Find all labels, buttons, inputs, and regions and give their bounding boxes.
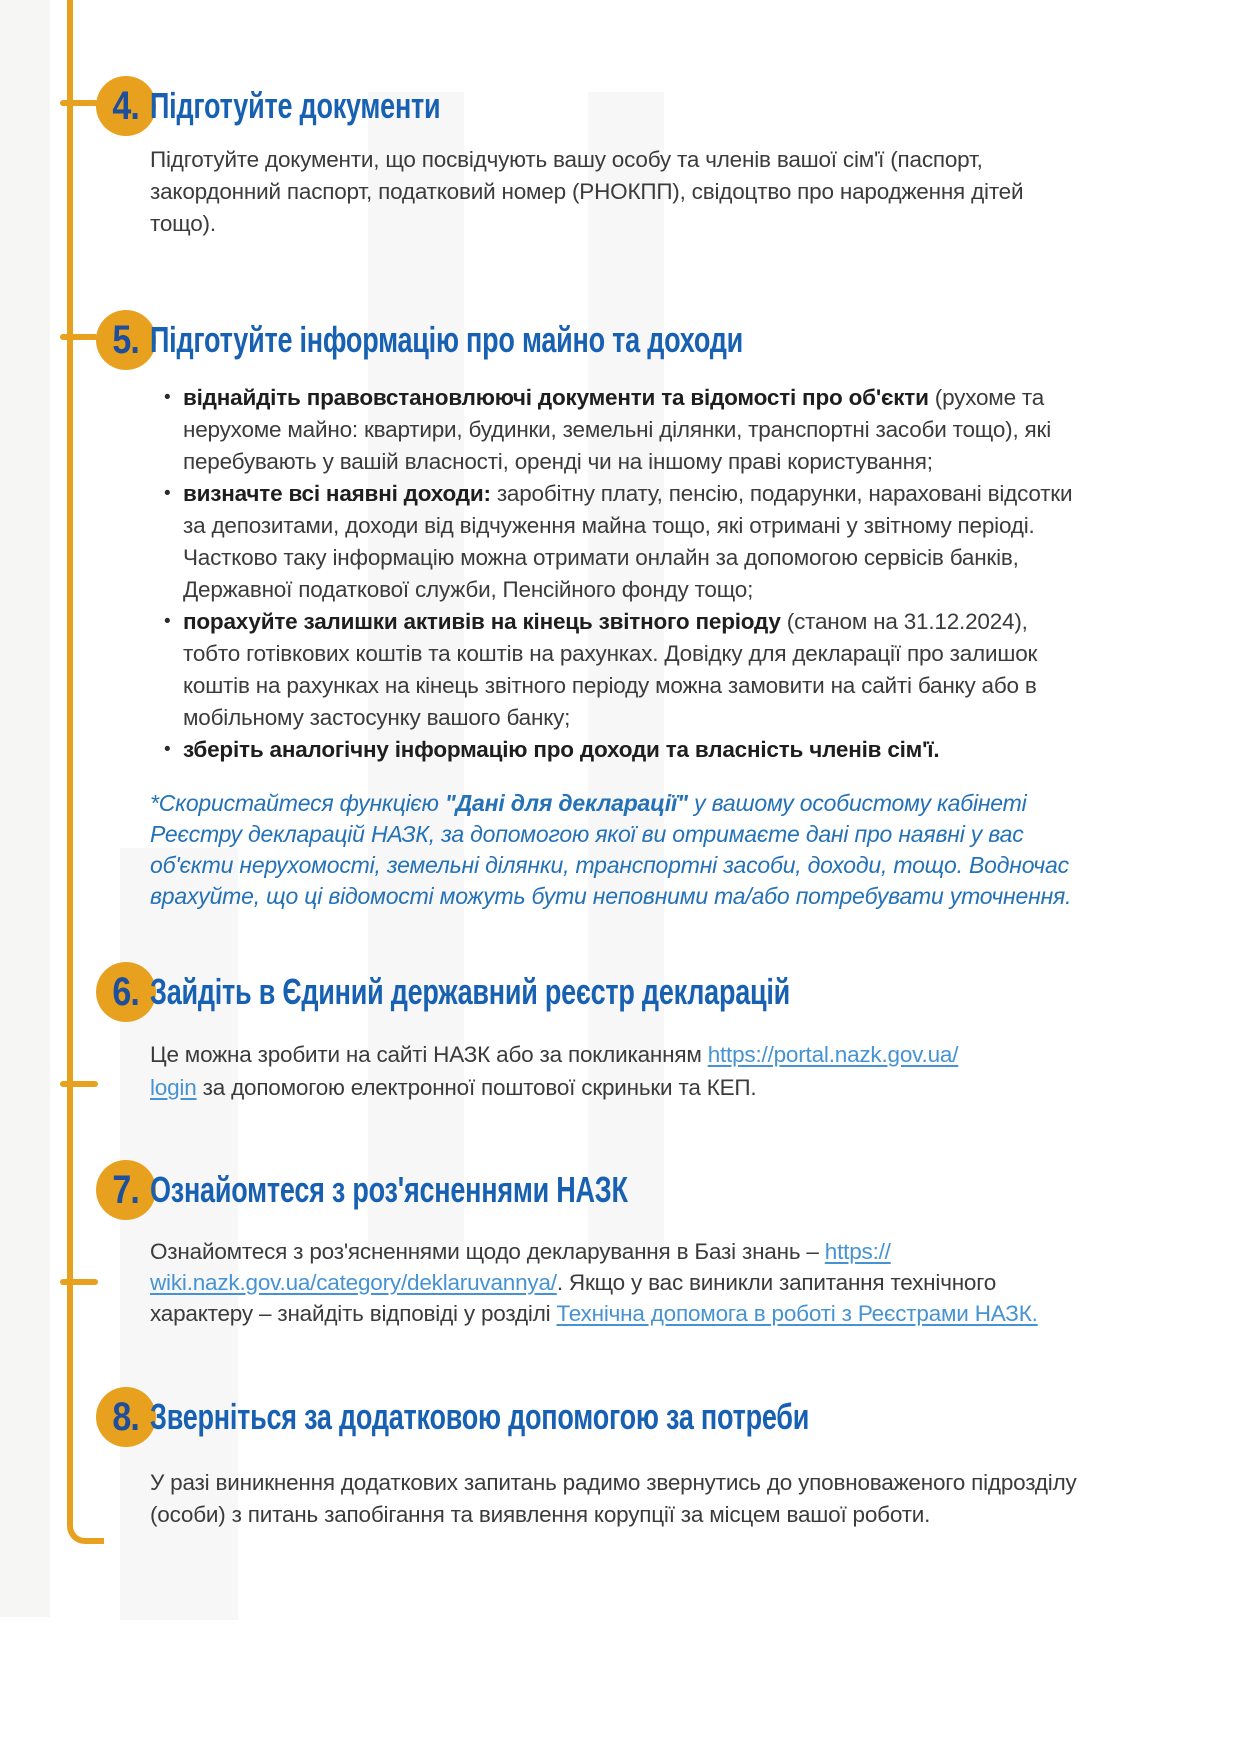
step-7-title <box>150 1168 1085 1212</box>
bullet-bold-lead: зберіть аналогічну інформацію про доходи та власність членів сім'ї. <box>183 737 940 762</box>
bullet-text <box>183 606 1085 734</box>
step-6-title-text: Зайдіть в Єдиний державний реєстр декларацій <box>150 971 791 1012</box>
step-4-title-text: Підготуйте документи <box>150 85 441 126</box>
bullet-icon: • <box>164 483 171 504</box>
step-4-section <box>112 84 1085 240</box>
step-6-number: 6. <box>112 970 140 1014</box>
portal-nazk-link[interactable]: https://portal.nazk.gov.ua/ <box>707 1042 959 1067</box>
wiki-nazk-link-continued[interactable]: wiki.nazk.gov.ua/category/deklaruvannya/ <box>150 1270 557 1295</box>
step-8-badge <box>96 1387 156 1447</box>
bullet-text <box>183 382 1085 478</box>
step-5-number: 5. <box>112 318 140 362</box>
timeline-tick <box>60 1279 98 1285</box>
step-7-paragraph <box>150 1236 1085 1329</box>
portal-nazk-login-link[interactable]: login <box>150 1075 197 1100</box>
bullet-text <box>183 478 1085 606</box>
step-5-title-text: Підготуйте інформацію про майно та доходи <box>150 319 744 360</box>
step-6-section <box>112 970 1085 1104</box>
step-6-badge <box>96 962 156 1022</box>
timeline-rail <box>67 0 104 1544</box>
bullet-bold-lead: визначте всі наявні доходи: <box>183 481 491 506</box>
bullet-rest: (рухоме та нерухоме майно: квартири, будинки, земельні ділянки, транспортні засоби тощо), які перебувають у вашій власності, оренді чи на іншому праві користування; <box>183 385 1051 474</box>
step-5-section <box>112 318 1085 912</box>
step-5-bullet-list <box>150 382 1085 766</box>
list-item <box>150 382 1085 478</box>
note-suffix: у вашому особистому кабінеті Реєстру декларацій НАЗК, за допомогою якої ви отримаєте дані про наявні у вас об'єкти нерухомості, земельні ділянки, транспортні засоби, доходи, тощо. Водночас врахуйте, що ці відомості можуть бути неповними та/або потребувати уточнення. <box>150 790 1072 909</box>
bullet-bold-lead: віднайдіть правовстановлюючі документи та відомості про об'єкти <box>183 385 929 410</box>
note-prefix: *Скористайтеся функцією <box>150 790 445 816</box>
step-4-title <box>150 84 1085 128</box>
step-4-badge <box>96 76 156 136</box>
step-5-title <box>150 318 1085 362</box>
step-7-text-middle: . Якщо у вас виникли запитання технічного характеру – знайдіть відповіді у розділі <box>150 1270 997 1326</box>
step-7-section <box>112 1168 1085 1329</box>
step-8-title-text: Зверніться за додатковою допомогою за потреби <box>150 1396 810 1437</box>
step-7-number: 7. <box>112 1168 140 1212</box>
list-item <box>150 478 1085 606</box>
bullet-icon: • <box>164 739 171 760</box>
step-8-section <box>112 1395 1085 1531</box>
bullet-rest: заробітну плату, пенсію, подарунки, нараховані відсотки за депозитами, доходи від відчуження майна тощо, які отримані у звітному періоді. Частково таку інформацію можна отримати онлайн за допомогою сервісів банків, Державної податкової служби, Пенсійного фонду тощо; <box>183 481 1073 602</box>
step-6-title <box>150 970 1085 1014</box>
content-column <box>112 84 1085 1531</box>
step-6-paragraph <box>150 1038 1085 1104</box>
tech-help-link[interactable]: Технічна допомога в роботі з Реєстрами НАЗК. <box>556 1301 1038 1326</box>
bullet-icon: • <box>164 387 171 408</box>
step-5-note <box>150 788 1085 912</box>
step-8-number: 8. <box>112 1395 140 1439</box>
bullet-bold-lead: порахуйте залишки активів на кінець звітного періоду <box>183 609 781 634</box>
step-6-text-before-link: Це можна зробити на сайті НАЗК або за покликанням <box>150 1042 708 1067</box>
timeline-tick <box>60 100 98 106</box>
step-8-paragraph: У разі виникнення додаткових запитань радимо звернутись до уповноваженого підрозділу (особи) з питань запобігання та виявлення корупції за місцем вашої роботи. <box>150 1470 1077 1527</box>
step-5-badge <box>96 310 156 370</box>
step-7-badge <box>96 1160 156 1220</box>
wiki-nazk-link[interactable]: https:// <box>824 1239 891 1264</box>
timeline-tick <box>60 1081 98 1087</box>
step-4-paragraph: Підготуйте документи, що посвідчують вашу особу та членів вашої сім'ї (паспорт, закордонний паспорт, податковий номер (РНОКПП), свідоцтво про народження дітей тощо). <box>150 147 1024 236</box>
step-7-title-text: Ознайомтеся з роз'ясненнями НАЗК <box>150 1169 628 1210</box>
note-bold: "Дані для декларації" <box>444 790 688 816</box>
bullet-text <box>183 734 1085 766</box>
step-7-text-before-link: Ознайомтеся з роз'ясненнями щодо декларування в Базі знань – <box>150 1239 825 1264</box>
timeline-tick <box>60 334 98 340</box>
step-8-title <box>150 1395 1085 1439</box>
bullet-icon: • <box>164 611 171 632</box>
list-item <box>150 734 1085 766</box>
step-6-text-after-link: за допомогою електронної поштової скриньки та КЕП. <box>196 1075 757 1100</box>
list-item <box>150 606 1085 734</box>
bullet-rest: (станом на 31.12.2024), тобто готівкових коштів та коштів на рахунках. Довідку для декларації про залишок коштів на рахунках на кінець звітного періоду можна замовити на сайті банку або в мобільному застосунку вашого банку; <box>183 609 1038 730</box>
step-4-number: 4. <box>112 84 140 128</box>
left-margin-strip <box>0 0 50 1617</box>
